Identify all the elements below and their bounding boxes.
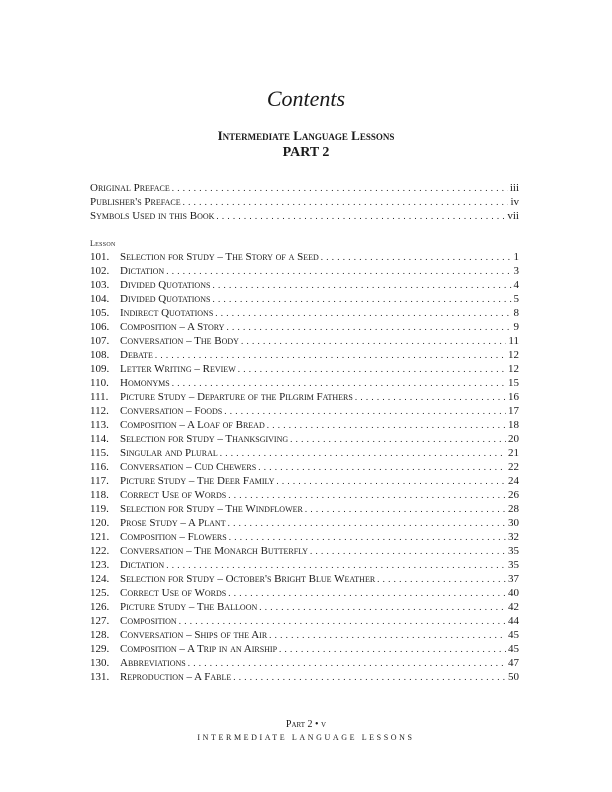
dot-leader <box>238 362 506 376</box>
lesson-title: Conversation – Cud Chewers <box>120 461 257 473</box>
lesson-column-heading: Lesson <box>90 239 116 248</box>
lesson-page: 15 <box>508 377 519 389</box>
dot-leader <box>305 502 506 516</box>
toc-lesson-entry[interactable] <box>90 670 519 684</box>
lesson-page: 16 <box>508 391 519 403</box>
dot-leader <box>228 586 506 600</box>
toc-lesson-entry[interactable] <box>90 432 519 446</box>
dot-leader <box>258 460 506 474</box>
lesson-title: Homonyms <box>120 377 170 389</box>
dot-leader <box>183 195 509 209</box>
toc-lesson-entry[interactable] <box>90 292 519 306</box>
lesson-title: Picture Study – Departure of the Pilgrim Fathers <box>120 391 353 403</box>
lesson-page: 50 <box>508 671 519 683</box>
lesson-title: Conversation – The Monarch Butterfly <box>120 545 309 557</box>
dot-leader <box>172 181 508 195</box>
toc-lesson-entry[interactable] <box>90 446 519 460</box>
toc-entry-label: Symbols Used in this Book <box>90 210 215 222</box>
lesson-number: 103. <box>90 279 110 291</box>
toc-lesson-entry[interactable] <box>90 474 519 488</box>
lesson-number: 108. <box>90 349 110 361</box>
lesson-page: 45 <box>508 643 519 655</box>
lesson-number: 123. <box>90 559 110 571</box>
lesson-number: 102. <box>90 265 110 277</box>
toc-lesson-entry[interactable] <box>90 404 519 418</box>
lesson-page: 11 <box>508 335 519 347</box>
lesson-title: Correct Use of Words <box>120 489 227 501</box>
lesson-number: 128. <box>90 629 110 641</box>
dot-leader <box>241 334 506 348</box>
toc-lesson-entry[interactable] <box>90 306 519 320</box>
lesson-title: Letter Writing – Review <box>120 363 236 375</box>
lesson-title: Debate <box>120 349 153 361</box>
lesson-number: 105. <box>90 307 110 319</box>
lesson-page: 47 <box>508 657 519 669</box>
lesson-title: Composition – Flowers <box>120 531 227 543</box>
lesson-number: 109. <box>90 363 110 375</box>
lesson-page: 42 <box>508 601 519 613</box>
toc-lesson-entry[interactable] <box>90 544 519 558</box>
front-matter-list <box>90 181 519 223</box>
toc-entry-page: iii <box>509 182 519 194</box>
toc-entry-original-preface[interactable] <box>90 181 519 195</box>
lesson-number: 107. <box>90 335 110 347</box>
book-subtitle: Intermediate Language Lessons <box>217 128 395 143</box>
toc-lesson-entry[interactable] <box>90 362 519 376</box>
lesson-page: 18 <box>508 419 519 431</box>
lesson-page: 26 <box>508 489 519 501</box>
dot-leader <box>377 572 506 586</box>
lesson-number: 114. <box>90 433 109 445</box>
lesson-page: 1 <box>513 251 519 263</box>
lesson-number: 129. <box>90 643 110 655</box>
toc-lesson-entry[interactable] <box>90 502 519 516</box>
dot-leader <box>279 642 506 656</box>
lesson-page: 12 <box>508 363 519 375</box>
lesson-title: Dictation <box>120 559 165 571</box>
lesson-page: 9 <box>513 321 519 333</box>
toc-lesson-entry[interactable] <box>90 488 519 502</box>
toc-lesson-entry[interactable] <box>90 656 519 670</box>
lesson-title: Selection for Study – October's Bright Blue Weather <box>120 573 376 585</box>
lesson-title: Indirect Quotations <box>120 307 214 319</box>
toc-entry-label: Original Preface <box>90 182 170 194</box>
lesson-title: Composition – A Story <box>120 321 225 333</box>
dot-leader <box>166 264 511 278</box>
toc-lesson-entry[interactable] <box>90 586 519 600</box>
lesson-number: 118. <box>90 489 109 501</box>
dot-leader <box>269 628 506 642</box>
lesson-title: Divided Quotations <box>120 293 211 305</box>
lesson-title: Picture Study – The Deer Family <box>120 475 275 487</box>
lesson-page: 28 <box>508 503 519 515</box>
lesson-number: 112. <box>90 405 109 417</box>
footer-book-title: INTERMEDIATE LANGUAGE LESSONS <box>197 733 415 742</box>
lesson-number: 113. <box>90 419 109 431</box>
dot-leader <box>267 418 506 432</box>
toc-lesson-entry[interactable] <box>90 600 519 614</box>
lesson-number: 125. <box>90 587 110 599</box>
lesson-page: 35 <box>508 559 519 571</box>
dot-leader <box>228 488 506 502</box>
lesson-number: 122. <box>90 545 110 557</box>
dot-leader <box>321 250 512 264</box>
dot-leader <box>355 390 506 404</box>
dot-leader <box>310 544 506 558</box>
dot-leader <box>290 432 506 446</box>
dot-leader <box>215 306 511 320</box>
lesson-number: 119. <box>90 503 109 515</box>
toc-lesson-entry[interactable] <box>90 278 519 292</box>
part-heading: PART 2 <box>282 145 330 160</box>
lesson-title: Composition – A Loaf of Bread <box>120 419 265 431</box>
dot-leader <box>228 516 506 530</box>
lesson-number: 130. <box>90 657 110 669</box>
lesson-number: 115. <box>90 447 109 459</box>
dot-leader <box>224 404 506 418</box>
dot-leader <box>155 348 506 362</box>
toc-lesson-entry[interactable] <box>90 320 519 334</box>
dot-leader <box>179 614 506 628</box>
lesson-page: 20 <box>508 433 519 445</box>
toc-lesson-entry[interactable] <box>90 642 519 656</box>
toc-entry-symbols[interactable] <box>90 209 519 223</box>
toc-entry-publishers-preface[interactable] <box>90 195 519 209</box>
lesson-title: Correct Use of Words <box>120 587 227 599</box>
toc-lesson-entry[interactable] <box>90 250 519 264</box>
lesson-title: Selection for Study – The Story of a Seed <box>120 251 319 263</box>
toc-lesson-entry[interactable] <box>90 460 519 474</box>
lesson-page: 40 <box>508 587 519 599</box>
toc-entry-label: Publisher's Preface <box>90 196 181 208</box>
toc-lesson-entry[interactable] <box>90 376 519 390</box>
lesson-title: Selection for Study – Thanksgiving <box>120 433 289 445</box>
dot-leader <box>276 474 506 488</box>
dot-leader <box>216 209 505 223</box>
lesson-title: Composition <box>120 615 177 627</box>
dot-leader <box>212 278 511 292</box>
lesson-title: Picture Study – The Balloon <box>120 601 258 613</box>
toc-lesson-entry[interactable] <box>90 628 519 642</box>
lesson-number: 111. <box>90 391 109 403</box>
dot-leader <box>188 656 506 670</box>
lesson-page: 44 <box>508 615 519 627</box>
lesson-title: Abbreviations <box>120 657 186 669</box>
toc-entry-page: iv <box>510 196 519 208</box>
dot-leader <box>233 670 506 684</box>
lesson-list <box>90 250 519 684</box>
lesson-number: 126. <box>90 601 110 613</box>
lesson-number: 106. <box>90 321 110 333</box>
lesson-number: 117. <box>90 475 109 487</box>
toc-lesson-entry[interactable] <box>90 558 519 572</box>
lesson-page: 12 <box>508 349 519 361</box>
lesson-page: 22 <box>508 461 519 473</box>
footer-page-label: Part 2 • v <box>285 719 327 730</box>
lesson-page: 24 <box>508 475 519 487</box>
lesson-number: 116. <box>90 461 109 473</box>
lesson-page: 45 <box>508 629 519 641</box>
lesson-number: 104. <box>90 293 110 305</box>
lesson-page: 32 <box>508 531 519 543</box>
toc-lesson-entry[interactable] <box>90 390 519 404</box>
lesson-page: 35 <box>508 545 519 557</box>
lesson-title: Composition – A Trip in an Airship <box>120 643 278 655</box>
lesson-title: Dictation <box>120 265 165 277</box>
lesson-page: 5 <box>513 293 519 305</box>
lesson-page: 3 <box>513 265 519 277</box>
lesson-number: 120. <box>90 517 110 529</box>
lesson-page: 17 <box>508 405 519 417</box>
lesson-page: 8 <box>513 307 519 319</box>
toc-lesson-entry[interactable] <box>90 334 519 348</box>
lesson-title: Prose Study – A Plant <box>120 517 226 529</box>
toc-lesson-entry[interactable] <box>90 572 519 586</box>
lesson-title: Conversation – Foods <box>120 405 223 417</box>
lesson-number: 110. <box>90 377 109 389</box>
toc-lesson-entry[interactable] <box>90 530 519 544</box>
lesson-title: Reproduction – A Fable <box>120 671 232 683</box>
toc-lesson-entry[interactable] <box>90 614 519 628</box>
lesson-title: Singular and Plural <box>120 447 218 459</box>
dot-leader <box>229 530 506 544</box>
lesson-title: Conversation – Ships of the Air <box>120 629 268 641</box>
toc-lesson-entry[interactable] <box>90 516 519 530</box>
lesson-title: Selection for Study – The Windflower <box>120 503 303 515</box>
lesson-page: 30 <box>508 517 519 529</box>
toc-lesson-entry[interactable] <box>90 418 519 432</box>
dot-leader <box>166 558 506 572</box>
lesson-page: 4 <box>513 279 519 291</box>
dot-leader <box>220 446 506 460</box>
lesson-title: Divided Quotations <box>120 279 211 291</box>
lesson-title: Conversation – The Body <box>120 335 239 347</box>
page-title: Contents <box>266 86 346 111</box>
dot-leader <box>259 600 506 614</box>
toc-entry-page: vii <box>507 210 519 222</box>
toc-lesson-entry[interactable] <box>90 348 519 362</box>
lesson-number: 101. <box>90 251 110 263</box>
lesson-number: 121. <box>90 531 110 543</box>
dot-leader <box>226 320 511 334</box>
toc-lesson-entry[interactable] <box>90 264 519 278</box>
lesson-page: 37 <box>508 573 519 585</box>
dot-leader <box>212 292 511 306</box>
lesson-number: 131. <box>90 671 110 683</box>
dot-leader <box>172 376 506 390</box>
lesson-page: 21 <box>508 447 519 459</box>
lesson-number: 127. <box>90 615 110 627</box>
lesson-number: 124. <box>90 573 110 585</box>
